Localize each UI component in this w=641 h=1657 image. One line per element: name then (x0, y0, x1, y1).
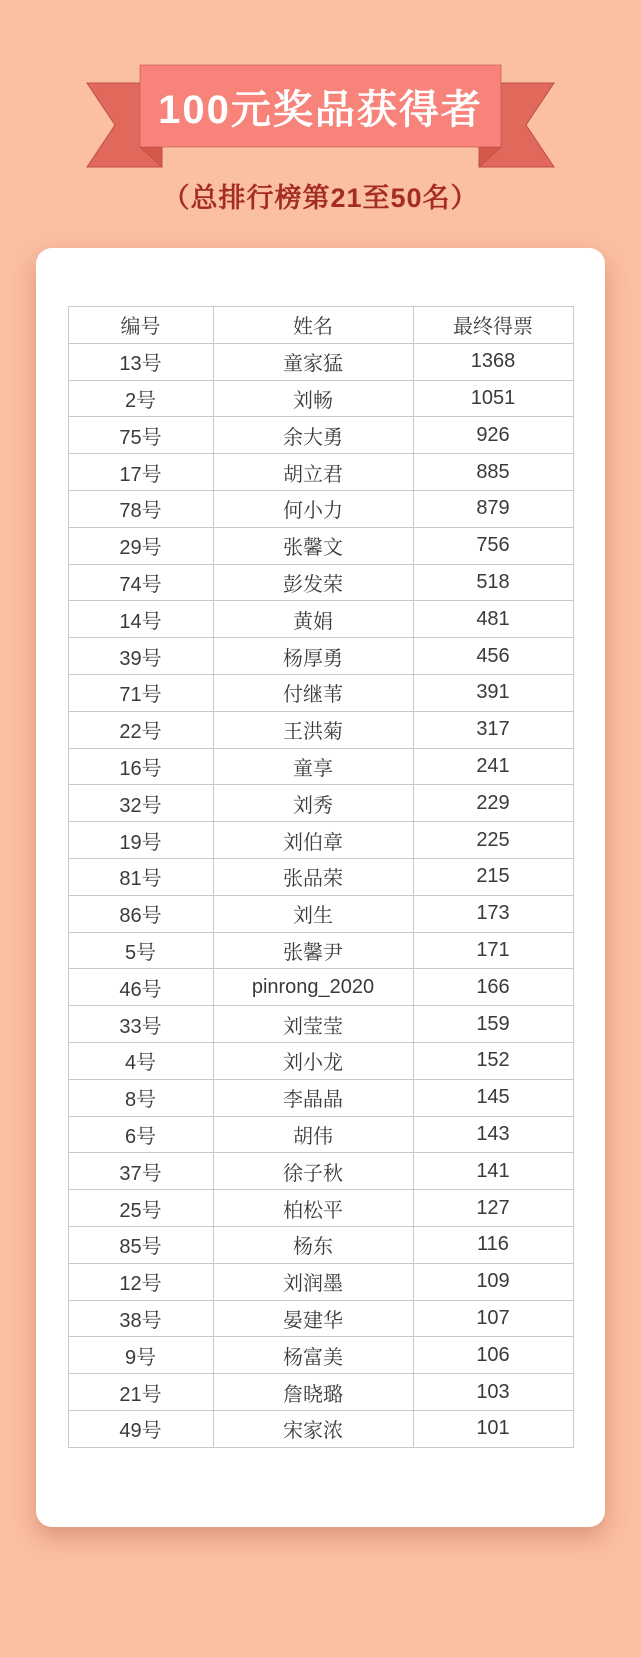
table-row (68, 1374, 573, 1411)
cell-votes: 1051 (413, 380, 573, 417)
table-row (68, 785, 573, 822)
table-row (68, 343, 573, 380)
cell-number: 86号 (68, 895, 213, 932)
cell-votes: 116 (413, 1226, 573, 1263)
cell-name: 刘生 (213, 895, 413, 932)
cell-votes: 885 (413, 454, 573, 491)
table-row (68, 527, 573, 564)
cell-name: 刘润墨 (213, 1263, 413, 1300)
cell-name: 杨厚勇 (213, 638, 413, 675)
table-row (68, 932, 573, 969)
cell-number: 39号 (68, 638, 213, 675)
cell-number: 19号 (68, 822, 213, 859)
table-row (68, 1116, 573, 1153)
cell-number: 21号 (68, 1374, 213, 1411)
table-row (68, 1410, 573, 1447)
table-row (68, 1337, 573, 1374)
cell-name: 刘莹莹 (213, 1006, 413, 1043)
table-body (68, 343, 573, 1447)
column-header-2: 最终得票 (413, 307, 573, 344)
cell-votes: 229 (413, 785, 573, 822)
column-header-1: 姓名 (213, 307, 413, 344)
cell-name: 刘秀 (213, 785, 413, 822)
cell-votes: 166 (413, 969, 573, 1006)
cell-number: 33号 (68, 1006, 213, 1043)
cell-votes: 107 (413, 1300, 573, 1337)
cell-number: 8号 (68, 1079, 213, 1116)
cell-number: 38号 (68, 1300, 213, 1337)
table-row (68, 1079, 573, 1116)
cell-votes: 756 (413, 527, 573, 564)
cell-votes: 173 (413, 895, 573, 932)
cell-name: 彭发荣 (213, 564, 413, 601)
cell-number: 37号 (68, 1153, 213, 1190)
cell-name: 童享 (213, 748, 413, 785)
cell-number: 22号 (68, 711, 213, 748)
cell-number: 9号 (68, 1337, 213, 1374)
table-row (68, 454, 573, 491)
cell-votes: 106 (413, 1337, 573, 1374)
cell-number: 81号 (68, 858, 213, 895)
table-row (68, 1006, 573, 1043)
table-row (68, 969, 573, 1006)
cell-votes: 103 (413, 1374, 573, 1411)
cell-votes: 101 (413, 1410, 573, 1447)
table-row (68, 711, 573, 748)
cell-number: 12号 (68, 1263, 213, 1300)
cell-name: 余大勇 (213, 417, 413, 454)
column-header-0: 编号 (68, 307, 213, 344)
table-header (68, 307, 573, 344)
cell-number: 74号 (68, 564, 213, 601)
cell-number: 85号 (68, 1226, 213, 1263)
cell-votes: 1368 (413, 343, 573, 380)
table-row (68, 895, 573, 932)
table-card (36, 248, 605, 1527)
cell-number: 71号 (68, 674, 213, 711)
cell-name: 杨富美 (213, 1337, 413, 1374)
cell-name: 付继苇 (213, 674, 413, 711)
cell-name: 王洪菊 (213, 711, 413, 748)
cell-name: 徐子秋 (213, 1153, 413, 1190)
cell-votes: 518 (413, 564, 573, 601)
cell-name: 晏建华 (213, 1300, 413, 1337)
table-row (68, 1263, 573, 1300)
table-row (68, 1300, 573, 1337)
cell-name: 李晶晶 (213, 1079, 413, 1116)
cell-votes: 225 (413, 822, 573, 859)
table-row (68, 748, 573, 785)
cell-name: 黄娟 (213, 601, 413, 638)
cell-name: 张馨文 (213, 527, 413, 564)
cell-votes: 171 (413, 932, 573, 969)
cell-name: 何小力 (213, 490, 413, 527)
cell-number: 32号 (68, 785, 213, 822)
cell-number: 5号 (68, 932, 213, 969)
table-row (68, 1190, 573, 1227)
cell-name: 刘伯章 (213, 822, 413, 859)
table-row (68, 1153, 573, 1190)
cell-name: 柏松平 (213, 1190, 413, 1227)
cell-votes: 143 (413, 1116, 573, 1153)
cell-name: 胡立君 (213, 454, 413, 491)
cell-votes: 141 (413, 1153, 573, 1190)
cell-number: 14号 (68, 601, 213, 638)
cell-number: 46号 (68, 969, 213, 1006)
cell-number: 75号 (68, 417, 213, 454)
table-row (68, 674, 573, 711)
header-row (68, 307, 573, 344)
cell-number: 78号 (68, 490, 213, 527)
table-row (68, 564, 573, 601)
cell-number: 6号 (68, 1116, 213, 1153)
table-row (68, 858, 573, 895)
cell-votes: 127 (413, 1190, 573, 1227)
table-row (68, 1042, 573, 1079)
page-title: 100元奖品获得者 (158, 87, 483, 132)
cell-votes: 159 (413, 1006, 573, 1043)
cell-votes: 152 (413, 1042, 573, 1079)
cell-number: 13号 (68, 343, 213, 380)
cell-votes: 879 (413, 490, 573, 527)
cell-votes: 456 (413, 638, 573, 675)
page-subtitle: （总排行榜第21至50名） (162, 183, 479, 213)
cell-name: 刘畅 (213, 380, 413, 417)
cell-name: 童家猛 (213, 343, 413, 380)
table-row (68, 601, 573, 638)
cell-number: 4号 (68, 1042, 213, 1079)
cell-name: 宋家浓 (213, 1410, 413, 1447)
ranking-table (68, 306, 574, 1448)
cell-votes: 241 (413, 748, 573, 785)
cell-number: 29号 (68, 527, 213, 564)
cell-votes: 926 (413, 417, 573, 454)
table-row (68, 822, 573, 859)
cell-number: 25号 (68, 1190, 213, 1227)
cell-number: 49号 (68, 1410, 213, 1447)
cell-name: 刘小龙 (213, 1042, 413, 1079)
cell-number: 2号 (68, 380, 213, 417)
cell-name: 张品荣 (213, 858, 413, 895)
cell-name: 杨东 (213, 1226, 413, 1263)
table-row (68, 638, 573, 675)
cell-name: 张馨尹 (213, 932, 413, 969)
table-row (68, 490, 573, 527)
table-row (68, 380, 573, 417)
cell-votes: 481 (413, 601, 573, 638)
cell-votes: 317 (413, 711, 573, 748)
cell-name: 胡伟 (213, 1116, 413, 1153)
cell-number: 17号 (68, 454, 213, 491)
cell-name: pinrong_2020 (213, 969, 413, 1006)
cell-votes: 109 (413, 1263, 573, 1300)
cell-votes: 215 (413, 858, 573, 895)
cell-votes: 391 (413, 674, 573, 711)
table-row (68, 1226, 573, 1263)
cell-name: 詹晓璐 (213, 1374, 413, 1411)
cell-votes: 145 (413, 1079, 573, 1116)
table-row (68, 417, 573, 454)
cell-number: 16号 (68, 748, 213, 785)
